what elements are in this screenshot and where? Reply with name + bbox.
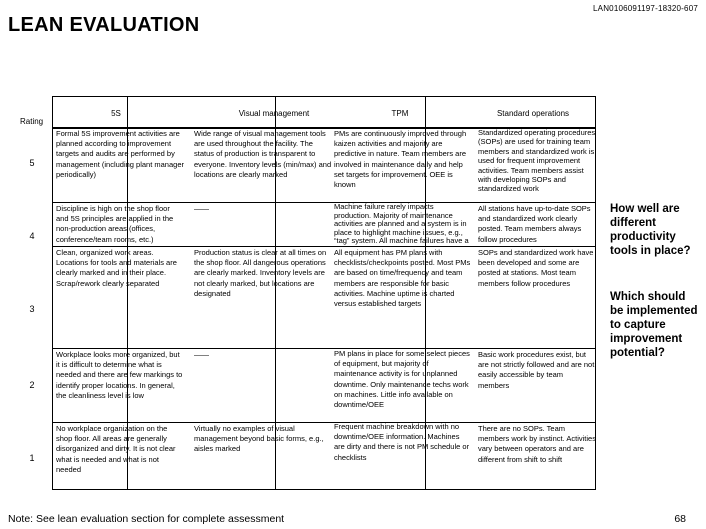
document-id: LAN0106091197-18320-607	[593, 4, 698, 13]
table-cell: Workplace looks more organized, but it is difficult to determine what is needed and there are few markings to identify proper locations. In general, the cleanliness level is low	[56, 350, 183, 400]
table-cell: PM plans in place for some select pieces of equipment, but majority of maintenance activity is for unplanned downtime. Only maintenance techs work on machines. Little info available on downtime/OEE	[334, 349, 470, 410]
table-cell: Clean, organized work areas. Locations for tools and materials are clearly marked and in their place. Scrap/rework clearly separated	[56, 248, 177, 288]
table-cell: Discipline is high on the shop floor and 5S principles are applied in the non-production areas (offices, conference/team rooms, etc.)	[56, 204, 174, 244]
table-cell: Machine failure rarely impacts production. Majority of maintenance activities are planned and a system is in place to highlight machine issues, e.g., “tag” system. All machine failures have a	[334, 203, 469, 245]
table-cell: Virtually no examples of visual management beyond basic forms, e.g., aisles marked	[194, 424, 324, 454]
side-question-productivity-tools: How well are different productivity tools in place?	[610, 203, 691, 257]
column-header-standard-operations: Standard operations	[496, 109, 570, 118]
row-divider	[53, 422, 595, 423]
rating-value: 5	[29, 158, 35, 168]
rating-column-header: Rating	[20, 117, 44, 126]
table-cell: Wide range of visual management tools are used throughout the facility. The status of production is transparent to everyone. Inventory levels (min/max) and locations are clearly marked	[194, 129, 332, 179]
table-cell: PMs are continuously improved through kaizen activities and majority are predictive in nature. Team members are involved in maintenance daily and help set targets for improvement. OEE is known	[334, 129, 467, 190]
rating-value: 2	[29, 380, 35, 390]
table-cell: SOPs and standardized work have been developed and some are posted at stations. Most team members follow procedures	[478, 248, 594, 288]
rating-value: 4	[29, 231, 35, 241]
table-cell: Standardized operating procedures (SOPs) are used for training team members and standardized work is used for frequent improvement activities. Team members assist with developing SOPs and standardized work	[478, 128, 596, 194]
table-cell: ——	[194, 350, 209, 359]
table-cell: Frequent machine breakdown with no downtime/OEE information. Machines are dirty and there is not PM schedule or checklists	[334, 422, 470, 462]
page-title: LEAN EVALUATION	[8, 14, 200, 36]
table-cell: No workplace organization on the shop floor. All areas are generally disorganized and dirty. It is not clear what is needed and what is not needed	[56, 424, 176, 474]
column-header-visual-management: Visual management	[238, 109, 310, 118]
rating-value: 1	[29, 453, 35, 463]
column-header-tpm: TPM	[391, 109, 409, 118]
page-number: 68	[674, 513, 686, 525]
side-question-implementation: Which should be implemented to capture improvement potential?	[610, 291, 698, 359]
table-cell: All stations have up-to-date SOPs and standardized work clearly posted. Team members always follow procedures	[478, 204, 591, 244]
column-header-5s: 5S	[111, 109, 121, 118]
table-cell: Basic work procedures exist, but are not strictly followed and are not easily accessible by team members	[478, 350, 595, 390]
row-divider	[53, 246, 595, 247]
rating-value: 3	[29, 304, 35, 314]
table-cell: ——	[194, 204, 209, 213]
table-cell: Formal 5S improvement activities are planned according to improvement targets and audits are performed by management (including plant manager periodically)	[56, 129, 184, 179]
table-cell: There are no SOPs. Team members work by instinct. Activities vary between operators and are different from shift to shift	[478, 424, 596, 464]
table-cell: All equipment has PM plans with checklists/checkpoints posted. Most PMs are based on time/frequency and team members are responsible for basic activities. Machine uptime is charted versus established targets	[334, 248, 471, 309]
footnote: Note: See lean evaluation section for complete assessment	[8, 513, 285, 525]
table-cell: Production status is clear at all times on the shop floor. All dangerous operations are clearly marked. Inventory levels are not clearly marked, but locations are designated	[194, 248, 327, 298]
row-divider	[53, 348, 595, 349]
row-divider	[53, 202, 595, 203]
